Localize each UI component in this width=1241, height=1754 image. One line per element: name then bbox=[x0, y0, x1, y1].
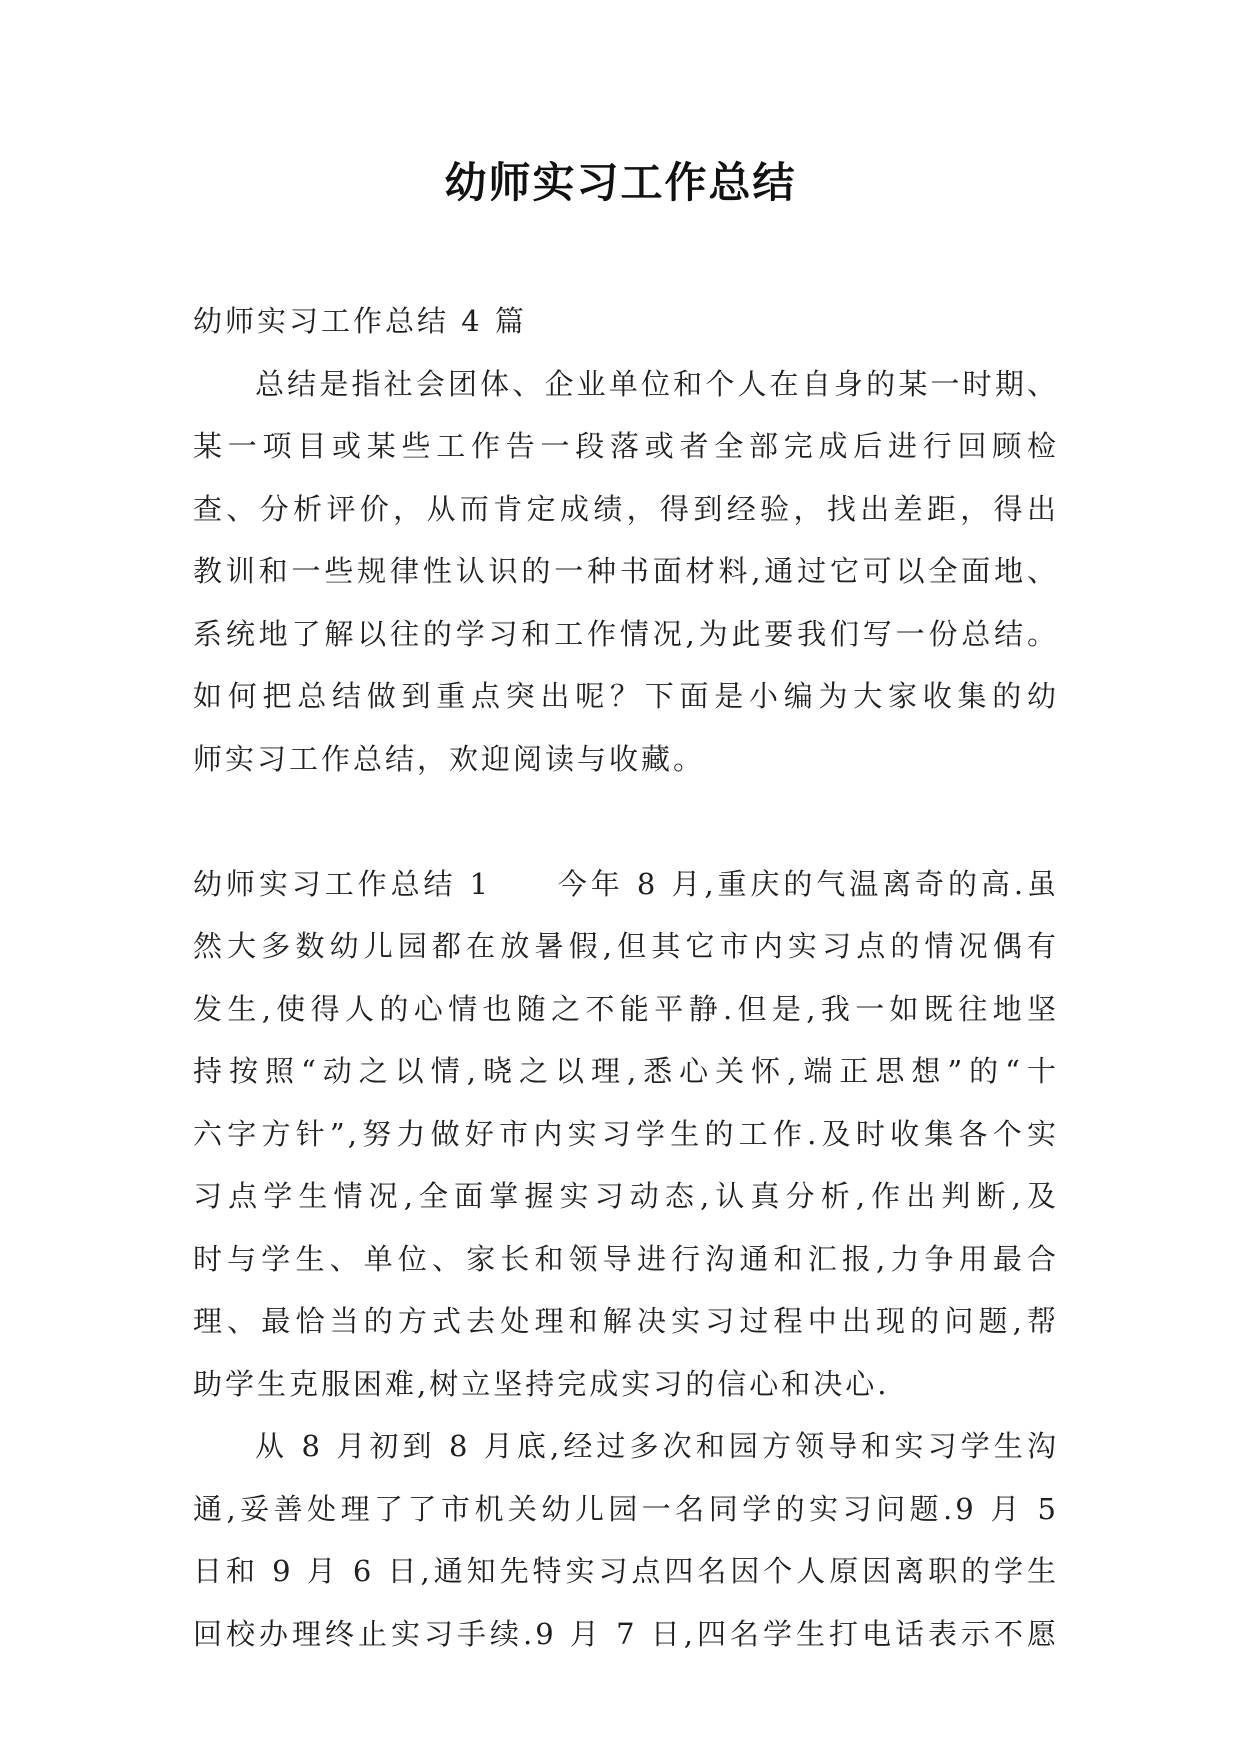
section1-line: 助学生克服困难,树立坚持完成实习的信心和决心. bbox=[193, 1366, 890, 1401]
document-title: 幼师实习工作总结 bbox=[444, 158, 797, 207]
section1-line: 发生,使得人的心情也随之不能平静.但是,我一如既往地坚 bbox=[193, 991, 1059, 1026]
intro-line: 教训和一些规律性认识的一种书面材料,通过它可以全面地、 bbox=[193, 554, 1059, 588]
document-subtitle: 幼师实习工作总结 4 篇 bbox=[193, 304, 527, 338]
intro-line: 某一项目或某些工作告一段落或者全部完成后进行回顾检 bbox=[193, 429, 1059, 463]
intro-line: 如何把总结做到重点突出呢？下面是小编为大家收集的幼 bbox=[193, 679, 1059, 713]
section1-line: 时与学生、单位、家长和领导进行沟通和汇报,力争用最合 bbox=[193, 1241, 1059, 1276]
section1-line: 理、最恰当的方式去处理和解决实习过程中出现的问题,帮 bbox=[193, 1304, 1059, 1338]
section2-line: 日和 9 月 6 日,通知先特实习点四名因个人原因离职的学生 bbox=[193, 1554, 1059, 1588]
section1-line: 持按照“动之以情,晓之以理,悉心关怀,端正思想”的“十 bbox=[193, 1054, 1059, 1088]
section2-line: 通,妥善处理了了市机关幼儿园一名同学的实习问题.9 月 5 bbox=[193, 1491, 1059, 1526]
section2-line: 从 8 月初到 8 月底,经过多次和园方领导和实习学生沟 bbox=[255, 1429, 1059, 1463]
intro-line: 查、分析评价，从而肯定成绩，得到经验，找出差距，得出 bbox=[193, 491, 1059, 526]
document-body bbox=[193, 290, 1059, 1665]
section1-line: 然大多数幼儿园都在放暑假,但其它市内实习点的情况偶有 bbox=[193, 929, 1059, 963]
section1-line: 六字方针”,努力做好市内实习学生的工作.及时收集各个实 bbox=[193, 1116, 1059, 1151]
intro-line: 总结是指社会团体、企业单位和个人在自身的某一时期、 bbox=[255, 366, 1059, 401]
section1-line: 习点学生情况,全面掌握实习动态,认真分析,作出判断,及 bbox=[193, 1179, 1059, 1213]
intro-line: 师实习工作总结，欢迎阅读与收藏。 bbox=[193, 741, 706, 776]
intro-line: 系统地了解以往的学习和工作情况,为此要我们写一份总结。 bbox=[193, 616, 1059, 651]
section1-line: 幼师实习工作总结 1 今年 8 月,重庆的气温离奇的高.虽 bbox=[193, 866, 1059, 901]
section2-line: 回校办理终止实习手续.9 月 7 日,四名学生打电话表示不愿 bbox=[193, 1616, 1059, 1651]
paragraph-gap bbox=[193, 790, 1059, 853]
